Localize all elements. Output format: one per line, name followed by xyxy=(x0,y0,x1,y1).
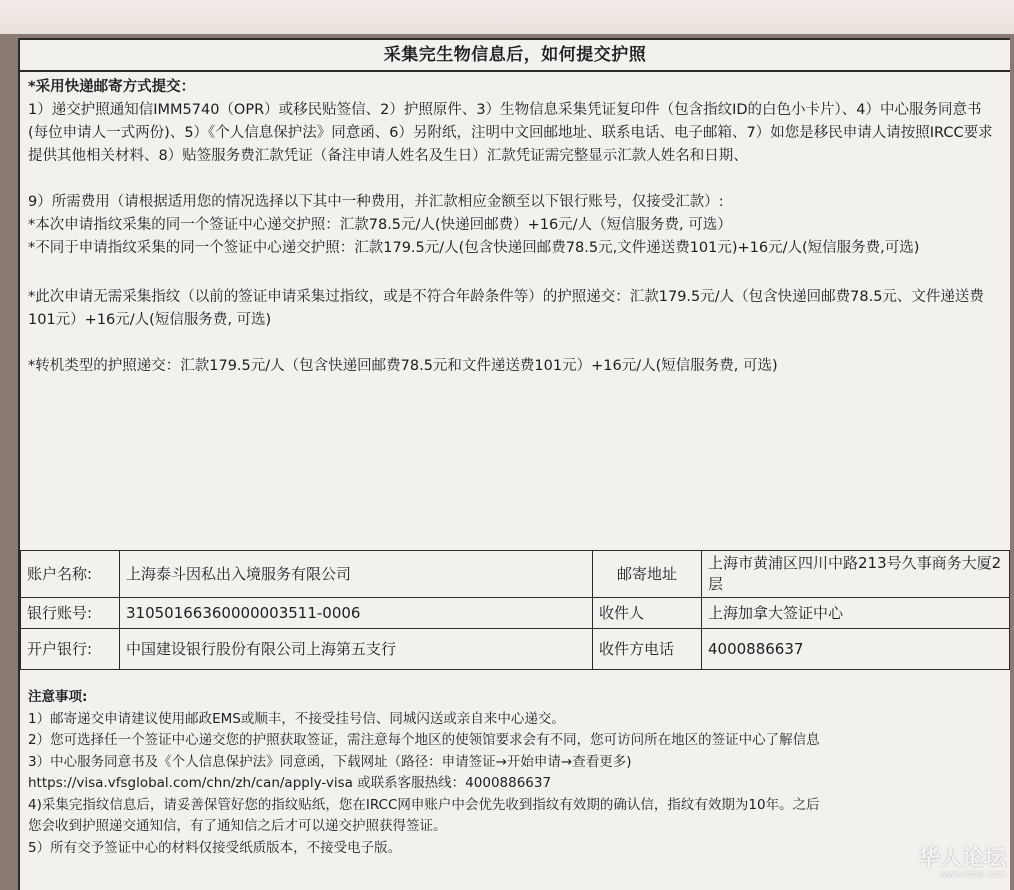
phone-label: 收件方电话 xyxy=(593,629,702,670)
bank-label: 开户银行: xyxy=(21,629,120,670)
address-value: 上海市黄浦区四川中路213号久事商务大厦2层 xyxy=(702,551,1010,598)
fees-heading: 9）所需费用（请根据适用您的情况选择以下其中一种费用，并汇款相应金额至以下银行账号，仅接受汇款）: xyxy=(28,194,724,210)
note-line: 您会收到护照递交通知信，有了通知信之后才可以递交护照获得签证。 xyxy=(28,818,447,834)
notes-section xyxy=(20,685,1010,861)
watermark-url: www.ihb8.com xyxy=(940,870,1006,880)
account-table xyxy=(20,550,1010,670)
notes-heading: 注意事项: xyxy=(28,689,88,705)
watermark-text: 华人论坛 xyxy=(917,846,1006,871)
note-line: 2）您可选择任一个签证中心递交您的护照获取签证，需注意每个地区的使领馆要求会有不同，您可访问所在地区的签证中心了解信息 xyxy=(28,732,820,748)
account-number-label: 银行账号: xyxy=(21,598,120,629)
fee-item-no-biometrics: *此次申请无需采集指纹（以前的签证申请采集过指纹，或是不符合年龄条件等）的护照递交：汇款179.5元/人（包含快递回邮费78.5元、文件递送费101元）+16元/人(短信服务费, 可选) xyxy=(28,289,984,328)
note-line: https://visa.vfsglobal.com/chn/zh/can/apply-visa 或联系客服热线：4000886637 xyxy=(28,775,552,791)
note-line: 3）中心服务同意书及《个人信息保护法》同意函，下载网址（路径：申请签证→开始申请→查看更多) xyxy=(28,753,632,770)
fee-item-same-center: *本次申请指纹采集的同一个签证中心递交护照：汇款78.5元/人(快递回邮费）+16元/人（短信服务费, 可选） xyxy=(28,217,732,233)
table-row xyxy=(21,598,1010,629)
materials-paragraph: 1）递交护照通知信IMM5740（OPR）或移民贴签信、2）护照原件、3）生物信息采集凭证复印件（包含指纹ID的白色小卡片）、4）中心服务同意书(每位申请人一式两份)、5）《个人信息保护法》同意函、6）另附纸，注明中文回邮地址、联系电话、电子邮箱、7）如您是移民申请人请按照IRCC要求提供其他相关材料、8）贴签服务费汇款凭证（备注申请人姓名及生日）汇款凭证需完整显示汇款人姓名和日期、 xyxy=(28,102,993,164)
fee-item-different-center: *不同于申请指纹采集的同一个签证中心递交护照：汇款179.5元/人(包含快递回邮费78.5元,文件递送费101元)+16元/人(短信服务费,可选) xyxy=(28,240,920,256)
account-name-label: 账户名称: xyxy=(21,551,120,598)
background-strip xyxy=(0,0,1014,34)
note-line: 5）所有交予签证中心的材料仅接受纸质版本，不接受电子版。 xyxy=(28,839,402,856)
fee-item-transit: *转机类型的护照递交：汇款179.5元/人（包含快递回邮费78.5元和文件递送费101元）+16元/人(短信服务费, 可选) xyxy=(28,358,778,374)
account-number-value: 31050166360000003511-0006 xyxy=(120,598,593,629)
table-row xyxy=(21,551,1010,598)
note-line: 4)采集完指纹信息后，请妥善保管好您的指纹贴纸，您在IRCC网申账户中会优先收到指纹有效期的确认信，指纹有效期为10年。之后 xyxy=(28,796,820,813)
recipient-value: 上海加拿大签证中心 xyxy=(702,598,1010,629)
document-title: 采集完生物信息后，如何提交护照 xyxy=(20,40,1010,72)
table-row xyxy=(21,629,1010,670)
watermark-logo xyxy=(918,848,1006,880)
section-heading: *采用快递邮寄方式提交： xyxy=(28,79,196,95)
recipient-label: 收件人 xyxy=(593,598,702,629)
address-label: 邮寄地址 xyxy=(593,551,702,598)
note-line: 1）邮寄递交申请建议使用邮政EMS或顺丰，不接受挂号信、同城闪送或亲自来中心递交。 xyxy=(28,710,565,727)
phone-value: 4000886637 xyxy=(702,629,1010,670)
document-sheet xyxy=(18,38,1010,890)
bank-value: 中国建设银行股份有限公司上海第五支行 xyxy=(120,629,593,670)
account-name-value: 上海泰斗因私出入境服务有限公司 xyxy=(120,551,593,598)
instructions-body xyxy=(20,72,1010,378)
